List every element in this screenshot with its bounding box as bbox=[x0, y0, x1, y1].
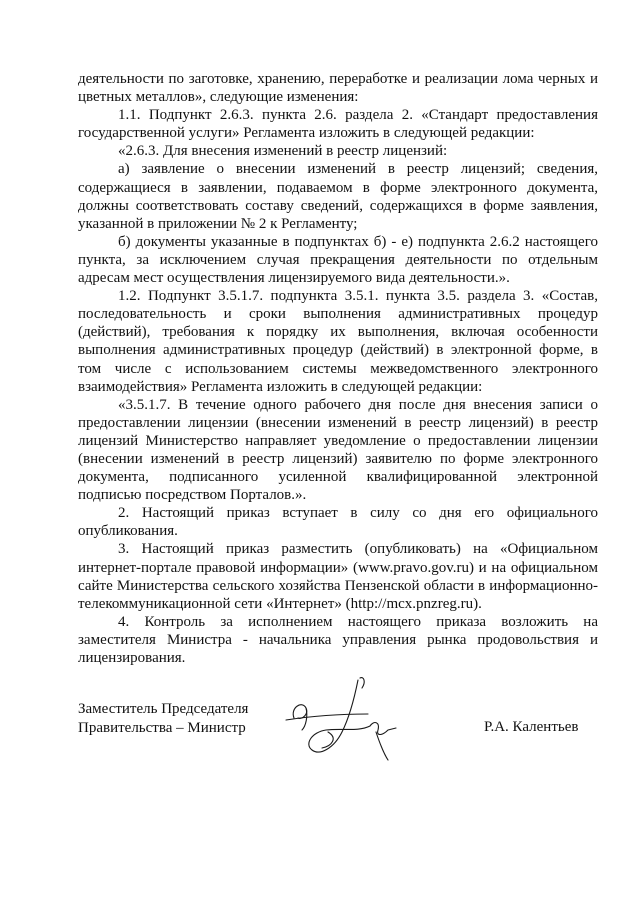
signatory-position bbox=[78, 700, 298, 737]
paragraph: 4. Контроль за исполнением настоящего приказа возложить на заместителя Министра - начальника управления рынка продовольствия и лицензирования. bbox=[78, 613, 598, 666]
document-body bbox=[78, 70, 598, 667]
paragraph: а) заявление о внесении изменений в реестр лицензий; сведения, содержащиеся в заявлении, подаваемом в форме электронного документа, должны соответствовать составу сведений, содержащихся в форме заявления, указанной в приложении № 2 к Регламенту; bbox=[78, 161, 598, 232]
paragraph: б) документы указанные в подпунктах б) - е) подпункта 2.6.2 настоящего пункта, за исключением случая прекращения деятельности по отдельным адресам мест осуществления лицензируемого вида деятельности.». bbox=[78, 233, 598, 287]
paragraph: «3.5.1.7. В течение одного рабочего дня после дня внесения записи о предоставлении лицензии (внесении изменений в реестр лицензий) в реестр лицензий Министерство направляет уведомление о предоставлении лицензии (внесении изменений в реестр лицензий) заявителю по форме электронного документа, подписанного усиленной квалифицированной электронной подписью посредством Порталов.». bbox=[78, 396, 598, 504]
signatory-name: Р.А. Калентьев bbox=[484, 719, 579, 735]
paragraph: 1.2. Подпункт 3.5.1.7. подпункта 3.5.1. пункта 3.5. раздела 3. «Состав, последовательность и сроки выполнения административных процедур (действий), требования к порядку их выполнения, включая особенности выполнения административных процедур (действий) в электронной форме, в том числе с использованием системы межведомственного электронного взаимодействия» Регламента изложить в следующей редакции: bbox=[78, 288, 598, 395]
handwritten-signature bbox=[272, 670, 422, 780]
paragraph: 3. Настоящий приказ разместить (опубликовать) на «Официальном интернет-портале правовой информации» (www.pravo.gov.ru) и на официальном сайте Министерства сельского хозяйства Пензенской области в информационно-телекоммуникационной сети «Интернет» (http://mcx.pnzreg.ru). bbox=[78, 541, 598, 612]
paragraph: 2. Настоящий приказ вступает в силу со дня его официального опубликования. bbox=[78, 505, 598, 540]
paragraph: 1.1. Подпункт 2.6.3. пункта 2.6. раздела 2. «Стандарт предоставления государственной услуги» Регламента изложить в следующей редакции: bbox=[78, 107, 598, 142]
paragraph: деятельности по заготовке, хранению, переработке и реализации лома черных и цветных металлов», следующие изменения: bbox=[78, 71, 598, 106]
signatory-position-line1: Заместитель Председателя bbox=[78, 701, 249, 717]
signatory-position-line2: Правительства – Министр bbox=[78, 719, 246, 736]
paragraph: «2.6.3. Для внесения изменений в реестр лицензий: bbox=[118, 143, 448, 160]
